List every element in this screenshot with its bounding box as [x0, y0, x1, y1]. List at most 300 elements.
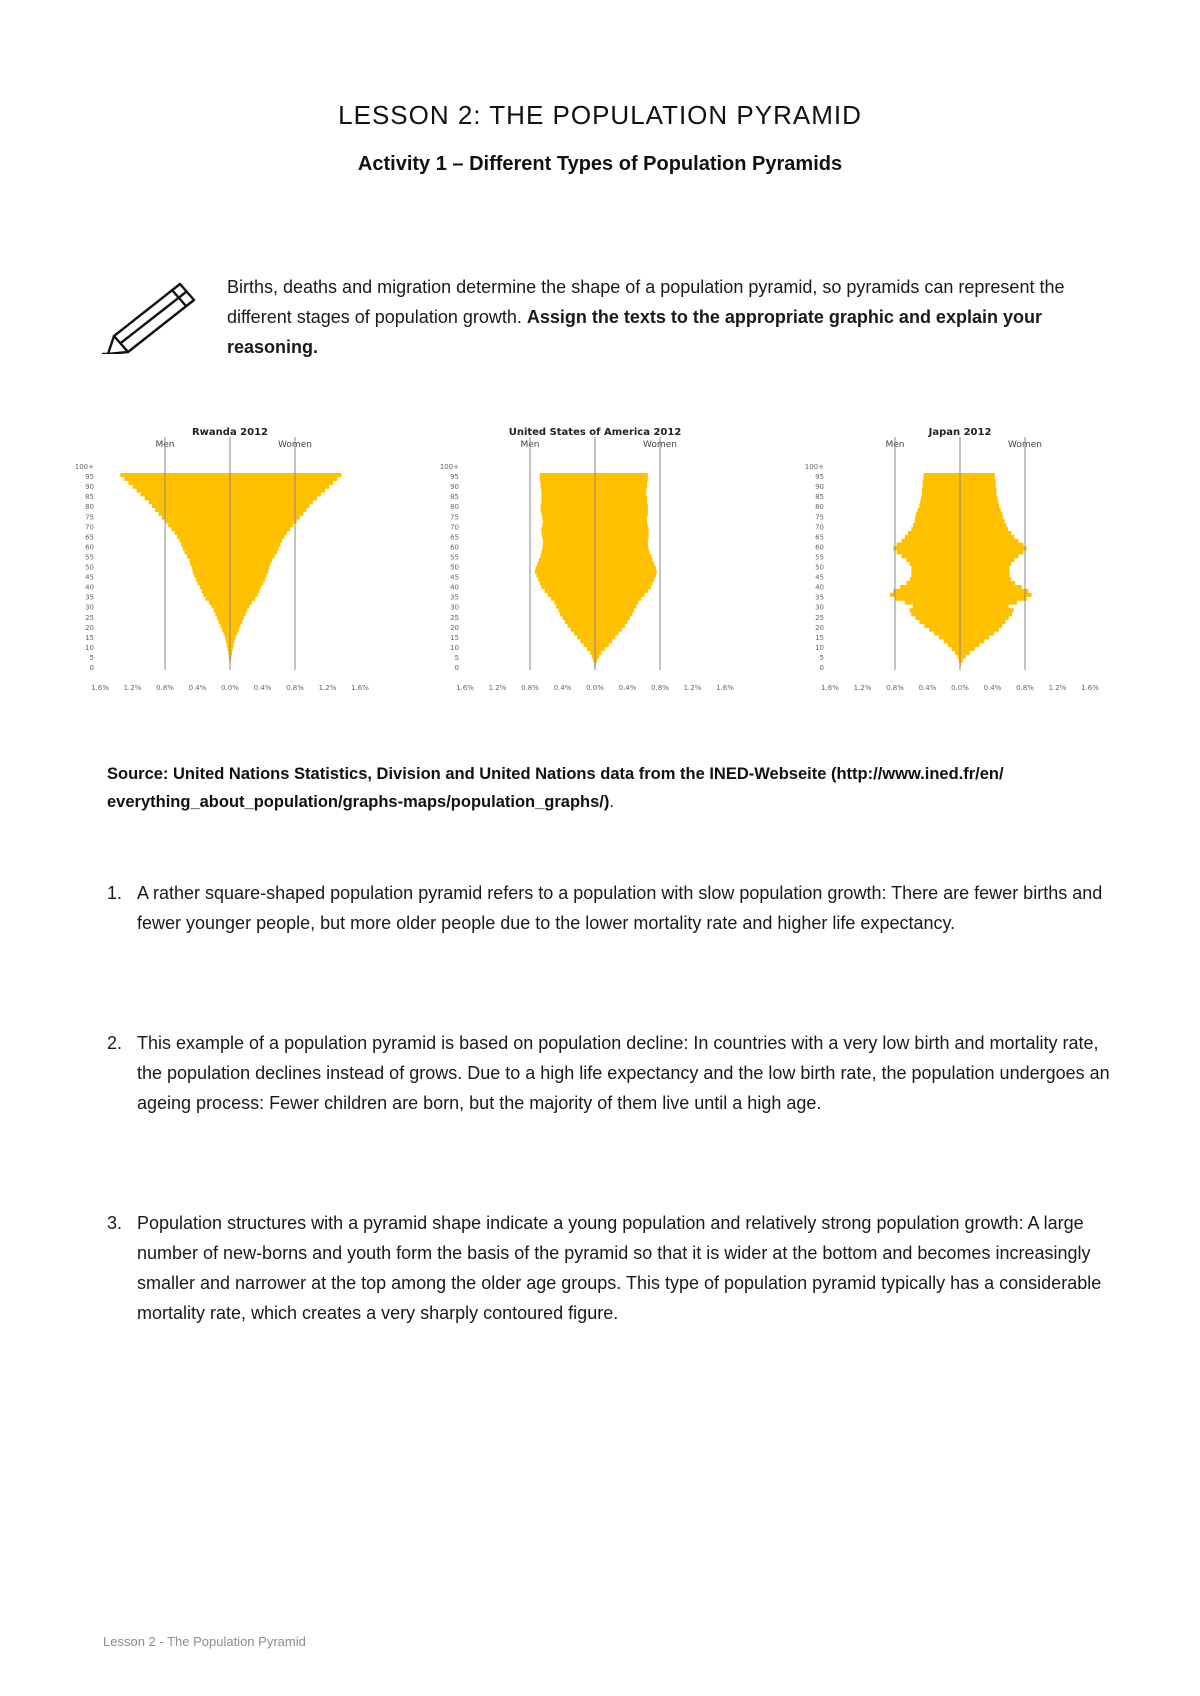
- men-bar: [563, 616, 596, 620]
- y-tick-label: 5: [89, 653, 94, 662]
- men-bar: [542, 523, 595, 527]
- men-bar: [556, 604, 595, 608]
- men-bar: [190, 562, 230, 566]
- men-bar: [215, 612, 230, 616]
- women-bar: [230, 620, 242, 624]
- x-tick-label: 1.2%: [123, 684, 142, 692]
- women-bar: [230, 643, 234, 647]
- x-tick-label: 1.6%: [1081, 684, 1099, 692]
- y-tick-label: 0: [89, 664, 94, 672]
- men-bar: [192, 566, 230, 570]
- y-tick-label: 45: [815, 573, 824, 582]
- y-tick-label: 95: [450, 473, 459, 482]
- women-bar: [230, 604, 250, 608]
- men-bar: [120, 473, 230, 477]
- men-bar: [893, 546, 960, 550]
- x-tick-label: 1.2%: [1048, 684, 1067, 692]
- women-bar: [230, 519, 297, 523]
- page-footer: Lesson 2 - The Population Pyramid: [103, 1634, 306, 1649]
- women-bar: [960, 473, 995, 477]
- men-bar: [906, 581, 960, 585]
- women-bar: [595, 488, 646, 492]
- y-tick-label: 40: [815, 583, 824, 592]
- women-bar: [960, 600, 1017, 604]
- women-bar: [960, 546, 1027, 550]
- women-bar: [595, 655, 599, 659]
- y-tick-label: 25: [815, 613, 824, 622]
- women-bar: [595, 631, 619, 635]
- women-bar: [960, 655, 966, 659]
- men-bar: [175, 531, 230, 535]
- men-bar: [897, 543, 960, 547]
- x-tick-label: 1.2%: [318, 684, 337, 692]
- women-bar: [960, 647, 975, 651]
- women-bar: [960, 515, 1003, 519]
- y-tick-label: 35: [450, 593, 459, 602]
- men-bar: [923, 485, 960, 489]
- women-bar: [230, 504, 310, 508]
- women-bar: [230, 543, 280, 547]
- women-bar: [595, 523, 648, 527]
- women-bar: [595, 519, 647, 523]
- y-tick-label: 30: [450, 603, 459, 612]
- women-bar: [960, 620, 1006, 624]
- men-bar: [571, 628, 595, 632]
- x-tick-label: 0.8%: [286, 684, 304, 692]
- women-bar: [960, 612, 1012, 616]
- y-tick-label: 35: [85, 593, 94, 602]
- men-bar: [206, 597, 230, 601]
- women-bar: [960, 566, 1010, 570]
- list-item: [107, 1028, 1117, 1118]
- women-bar: [595, 477, 648, 481]
- men-bar: [196, 577, 230, 581]
- y-tick-label: 65: [815, 533, 824, 542]
- men-bar: [194, 573, 230, 577]
- women-bar: [960, 477, 995, 481]
- y-tick-label: 0: [454, 664, 459, 672]
- men-bar: [913, 604, 960, 608]
- men-bar: [560, 612, 595, 616]
- chart-title: United States of America 2012: [508, 427, 682, 438]
- y-tick-label: 90: [85, 483, 94, 492]
- x-tick-label: 0.0%: [586, 684, 604, 692]
- y-tick-label: 60: [85, 543, 94, 552]
- y-tick-label: 65: [450, 533, 459, 542]
- women-bar: [230, 500, 313, 504]
- men-bar: [200, 585, 230, 589]
- women-bar: [960, 562, 1011, 566]
- men-bar: [538, 577, 595, 581]
- women-bar: [960, 631, 994, 635]
- y-tick-label: 75: [85, 513, 94, 522]
- women-bar: [230, 600, 252, 604]
- women-bar: [595, 643, 609, 647]
- y-tick-label: 10: [85, 643, 94, 652]
- women-bar: [595, 508, 648, 512]
- women-bar: [595, 496, 647, 500]
- activity-subtitle: Activity 1 – Different Types of Population Pyramids: [357, 153, 843, 175]
- men-bar: [923, 473, 960, 477]
- men-bar: [541, 485, 595, 489]
- x-tick-label: 0.4%: [188, 684, 207, 692]
- y-tick-label: 100+: [439, 463, 459, 471]
- y-tick-label: 25: [450, 613, 459, 622]
- women-label: Women: [643, 440, 677, 450]
- y-tick-label: 15: [85, 633, 94, 642]
- y-tick-label: 0: [819, 664, 824, 672]
- men-bar: [539, 558, 595, 562]
- chart-title: Rwanda 2012: [191, 427, 269, 438]
- women-bar: [595, 585, 651, 589]
- x-tick-label: 0.8%: [886, 684, 904, 692]
- women-bar: [960, 593, 1032, 597]
- y-tick-label: 95: [815, 473, 824, 482]
- men-bar: [567, 624, 595, 628]
- women-label: Women: [278, 440, 312, 450]
- women-bar: [595, 535, 649, 539]
- women-bar: [960, 558, 1014, 562]
- women-bar: [595, 515, 647, 519]
- y-tick-label: 15: [815, 633, 824, 642]
- women-bar: [230, 624, 241, 628]
- women-bar: [960, 543, 1023, 547]
- men-bar: [165, 519, 230, 523]
- y-tick-label: 20: [815, 623, 824, 632]
- men-bar: [541, 585, 595, 589]
- men-bar: [923, 477, 960, 481]
- men-label: Men: [885, 440, 905, 450]
- men-bar: [577, 635, 595, 639]
- pyramid-chart-usa: [425, 425, 765, 700]
- item-text: Population structures with a pyramid shape indicate a young population and relatively strong population growth: A large number of new-borns and youth form the basis of the pyramid so that it is wider at the bottom and becomes increasingly smaller and narrower at the top among the older age groups. This type of population pyramid typically has a considerable mortality rate, which creates a very sharply contoured figure.: [137, 1213, 1102, 1323]
- men-bar: [183, 546, 230, 550]
- women-bar: [595, 481, 647, 485]
- men-bar: [587, 647, 595, 651]
- men-bar: [916, 512, 960, 516]
- y-tick-label: 5: [819, 653, 824, 662]
- y-tick-label: 35: [815, 593, 824, 602]
- men-bar: [920, 500, 960, 504]
- women-bar: [595, 581, 653, 585]
- men-bar: [955, 651, 960, 655]
- men-bar: [168, 523, 230, 527]
- women-bar: [960, 585, 1022, 589]
- y-tick-label: 45: [85, 573, 94, 582]
- page-title: LESSON 2: THE POPULATION PYRAMID: [338, 100, 862, 130]
- women-bar: [960, 628, 999, 632]
- women-bar: [230, 477, 337, 481]
- women-bar: [230, 539, 282, 543]
- y-tick-label: 50: [815, 563, 824, 572]
- x-tick-label: 1.6%: [91, 684, 109, 692]
- women-bar: [595, 473, 648, 477]
- men-bar: [911, 527, 960, 531]
- y-tick-label: 55: [85, 553, 94, 562]
- men-bar: [902, 539, 961, 543]
- charts-row: [60, 425, 1140, 700]
- women-bar: [595, 616, 630, 620]
- men-bar: [203, 593, 230, 597]
- men-bar: [225, 635, 230, 639]
- men-bar: [543, 543, 595, 547]
- women-bar: [960, 531, 1011, 535]
- women-bar: [960, 492, 997, 496]
- y-tick-label: 100+: [804, 463, 824, 471]
- men-bar: [542, 546, 595, 550]
- y-tick-label: 85: [85, 493, 94, 502]
- y-tick-label: 55: [815, 553, 824, 562]
- pencil-icon: [100, 272, 210, 354]
- y-tick-label: 40: [85, 583, 94, 592]
- women-bar: [595, 589, 648, 593]
- men-bar: [905, 535, 960, 539]
- men-bar: [923, 481, 960, 485]
- men-bar: [541, 527, 595, 531]
- y-tick-label: 50: [450, 563, 459, 572]
- women-bar: [595, 573, 656, 577]
- men-bar: [558, 608, 595, 612]
- women-bar: [230, 485, 329, 489]
- men-bar: [915, 515, 960, 519]
- x-tick-label: 0.8%: [651, 684, 669, 692]
- women-bar: [960, 597, 1027, 601]
- men-bar: [543, 519, 595, 523]
- men-bar: [159, 512, 231, 516]
- women-bar: [595, 558, 653, 562]
- men-bar: [922, 488, 960, 492]
- women-bar: [960, 581, 1015, 585]
- women-bar: [595, 527, 649, 531]
- men-bar: [905, 600, 960, 604]
- men-bar: [924, 624, 960, 628]
- women-bar: [230, 585, 261, 589]
- men-bar: [541, 508, 595, 512]
- y-tick-label: 30: [815, 603, 824, 612]
- women-bar: [595, 492, 646, 496]
- women-bar: [230, 558, 272, 562]
- women-bar: [595, 647, 605, 651]
- women-bar: [230, 554, 275, 558]
- x-tick-label: 1.2%: [488, 684, 507, 692]
- y-tick-label: 80: [85, 503, 94, 512]
- x-tick-label: 0.8%: [156, 684, 174, 692]
- women-bar: [595, 593, 645, 597]
- men-bar: [187, 554, 230, 558]
- men-bar: [181, 543, 230, 547]
- women-bar: [230, 570, 268, 574]
- women-bar: [230, 589, 259, 593]
- men-bar: [226, 639, 230, 643]
- men-bar: [185, 550, 231, 554]
- y-tick-label: 90: [815, 483, 824, 492]
- x-tick-label: 1.6%: [821, 684, 839, 692]
- men-bar: [939, 635, 960, 639]
- women-bar: [960, 604, 1009, 608]
- y-tick-label: 10: [450, 643, 459, 652]
- women-bar: [960, 570, 1010, 574]
- women-bar: [230, 597, 255, 601]
- men-bar: [536, 566, 595, 570]
- women-bar: [230, 496, 317, 500]
- y-tick-label: 45: [450, 573, 459, 582]
- women-bar: [230, 562, 271, 566]
- men-bar: [902, 554, 961, 558]
- women-bar: [960, 550, 1023, 554]
- item-number: 1.: [107, 883, 123, 903]
- source-citation: [107, 760, 1117, 816]
- women-bar: [960, 485, 996, 489]
- y-tick-label: 30: [85, 603, 94, 612]
- men-bar: [141, 492, 230, 496]
- women-bar: [230, 608, 247, 612]
- women-bar: [595, 539, 648, 543]
- women-bar: [960, 554, 1019, 558]
- women-bar: [595, 604, 636, 608]
- men-bar: [541, 492, 595, 496]
- women-bar: [230, 635, 236, 639]
- pyramid-chart-japan: [790, 425, 1130, 700]
- men-bar: [908, 531, 960, 535]
- men-bar: [202, 589, 230, 593]
- women-bar: [960, 624, 1002, 628]
- men-bar: [911, 612, 960, 616]
- men-bar: [542, 535, 595, 539]
- men-bar: [537, 562, 595, 566]
- women-bar: [230, 581, 263, 585]
- women-bar: [230, 593, 258, 597]
- men-bar: [890, 593, 960, 597]
- pyramid-chart-rwanda: [60, 425, 400, 700]
- men-bar: [893, 589, 960, 593]
- y-tick-label: 90: [450, 483, 459, 492]
- x-tick-label: 0.4%: [983, 684, 1002, 692]
- y-tick-label: 70: [450, 523, 459, 532]
- men-bar: [540, 473, 595, 477]
- x-tick-label: 1.2%: [853, 684, 872, 692]
- men-bar: [911, 566, 960, 570]
- women-bar: [960, 508, 1001, 512]
- men-bar: [537, 573, 596, 577]
- women-bar: [960, 527, 1008, 531]
- y-tick-label: 20: [85, 623, 94, 632]
- women-bar: [595, 577, 654, 581]
- y-tick-label: 85: [450, 493, 459, 502]
- men-bar: [541, 554, 595, 558]
- y-tick-label: 50: [85, 563, 94, 572]
- men-bar: [193, 570, 230, 574]
- item-number: 3.: [107, 1213, 123, 1233]
- y-tick-label: 65: [85, 533, 94, 542]
- women-bar: [595, 566, 656, 570]
- women-bar: [595, 531, 649, 535]
- women-bar: [595, 608, 634, 612]
- x-tick-label: 1.2%: [683, 684, 702, 692]
- men-bar: [209, 600, 230, 604]
- men-bar: [198, 581, 231, 585]
- women-bar: [230, 523, 293, 527]
- men-bar: [944, 639, 960, 643]
- women-bar: [595, 500, 647, 504]
- women-bar: [230, 631, 237, 635]
- women-bar: [960, 535, 1014, 539]
- y-tick-label: 5: [454, 653, 459, 662]
- men-bar: [220, 624, 230, 628]
- men-bar: [906, 558, 960, 562]
- men-bar: [548, 593, 595, 597]
- x-tick-label: 0.0%: [951, 684, 969, 692]
- women-bar: [230, 546, 279, 550]
- women-bar: [960, 539, 1019, 543]
- women-bar: [960, 496, 997, 500]
- women-bar: [960, 651, 970, 655]
- source-tail: .: [609, 793, 614, 811]
- women-bar: [595, 597, 641, 601]
- men-bar: [574, 631, 595, 635]
- x-tick-label: 0.0%: [221, 684, 239, 692]
- women-bar: [595, 600, 638, 604]
- x-tick-label: 1.6%: [351, 684, 369, 692]
- women-bar: [960, 488, 997, 492]
- women-bar: [960, 519, 1005, 523]
- women-bar: [595, 562, 654, 566]
- men-bar: [542, 515, 595, 519]
- y-tick-label: 95: [85, 473, 94, 482]
- men-bar: [162, 515, 230, 519]
- men-bar: [128, 481, 230, 485]
- women-bar: [595, 628, 622, 632]
- men-bar: [189, 558, 230, 562]
- men-bar: [541, 488, 595, 492]
- y-tick-label: 80: [450, 503, 459, 512]
- men-bar: [145, 496, 230, 500]
- men-bar: [545, 589, 595, 593]
- women-bar: [230, 527, 290, 531]
- men-bar: [895, 597, 960, 601]
- men-bar: [133, 485, 231, 489]
- men-bar: [590, 651, 595, 655]
- women-bar: [960, 635, 989, 639]
- men-bar: [921, 496, 960, 500]
- women-bar: [595, 635, 615, 639]
- women-bar: [230, 550, 277, 554]
- men-bar: [911, 573, 960, 577]
- women-bar: [230, 531, 287, 535]
- instructions-text: Births, deaths and migration determine the shape of a population pyramid, so pyramids can represent the different stages of population growth.: [227, 277, 1065, 327]
- men-bar: [177, 535, 230, 539]
- women-bar: [960, 523, 1006, 527]
- women-bar: [595, 612, 632, 616]
- women-bar: [960, 639, 984, 643]
- men-bar: [219, 620, 230, 624]
- men-bar: [214, 608, 230, 612]
- women-bar: [960, 577, 1011, 581]
- men-bar: [911, 570, 960, 574]
- women-bar: [230, 512, 303, 516]
- men-bar: [915, 616, 960, 620]
- men-bar: [918, 508, 960, 512]
- x-tick-label: 1.6%: [716, 684, 734, 692]
- y-tick-label: 55: [450, 553, 459, 562]
- men-bar: [535, 570, 595, 574]
- y-tick-label: 75: [450, 513, 459, 522]
- women-bar: [595, 546, 649, 550]
- item-number: 2.: [107, 1033, 123, 1053]
- women-bar: [960, 616, 1009, 620]
- women-bar: [230, 566, 269, 570]
- men-bar: [180, 539, 230, 543]
- instructions: [227, 272, 1127, 362]
